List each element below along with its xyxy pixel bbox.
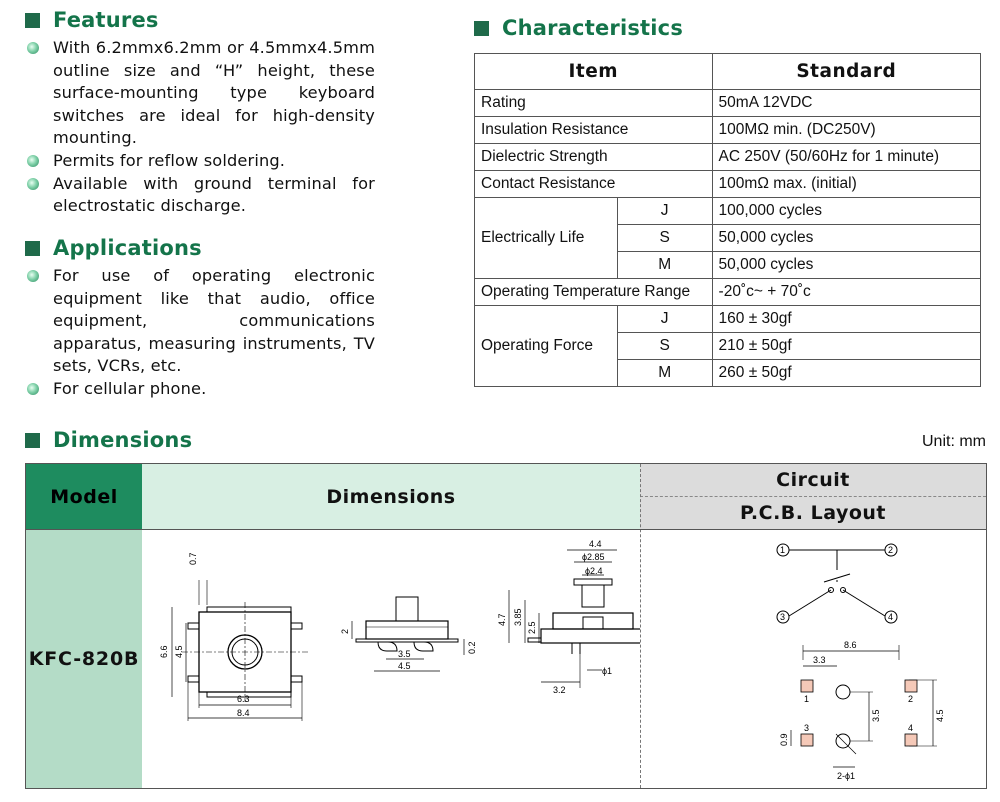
pcb-layout-header: P.C.B. Layout (640, 497, 986, 529)
force-label: Operating Force (475, 306, 618, 387)
dim-label: 2.5 (527, 621, 537, 634)
model-name: KFC-820B (26, 529, 142, 788)
terminal (188, 676, 199, 682)
dim-label: 4.5 (935, 709, 945, 722)
life-value: 50,000 cycles (712, 252, 980, 279)
dimensions-header: Dimensions (142, 464, 640, 529)
heading-square-icon (25, 433, 40, 448)
dim-label: 0.2 (467, 641, 477, 654)
table-row (475, 198, 981, 225)
list-item: For cellular phone. (25, 378, 375, 401)
dim-label: 3.5 (871, 709, 881, 722)
dim-label: 3.5 (398, 649, 411, 659)
pcb-pad (905, 680, 917, 692)
table-row (475, 171, 981, 198)
rating-label: Rating (475, 90, 713, 117)
dim-label: 4.7 (497, 613, 507, 626)
temp-value: -20˚c~ + 70˚c (712, 279, 980, 306)
pad-label: 4 (908, 723, 914, 733)
dim-label: 6.6 (159, 645, 169, 658)
pcb-pad (801, 680, 813, 692)
circuit-pcb-drawings (641, 530, 986, 788)
pad-label: 2 (908, 694, 914, 704)
pcb-pad (905, 734, 917, 746)
actuator-stem (396, 597, 418, 621)
force-value: 210 ± 50gf (712, 333, 980, 360)
model-header: Model (26, 464, 142, 529)
list-item: For use of operating electronic equipment like that audio, office equipment, communications apparatus, measuring instruments, TV sets, VCRs, etc. (25, 265, 375, 378)
circuit-header: Circuit (640, 464, 986, 497)
temp-label: Operating Temperature Range (475, 279, 713, 306)
bullet-icon (27, 155, 39, 167)
bullet-icon (27, 270, 39, 282)
dim-label: ϕ2.4 (585, 566, 603, 576)
dim-label: 6.3 (237, 694, 250, 704)
terminal-label: 3 (780, 612, 786, 622)
applications-heading (25, 236, 202, 260)
dim-label: 3.2 (553, 685, 566, 695)
characteristics-title: Characteristics (502, 16, 684, 40)
rating-value: 50mA 12VDC (712, 90, 980, 117)
terminal (291, 623, 302, 629)
table-row (475, 279, 981, 306)
pcb-hole (836, 685, 850, 699)
table-header-row (475, 54, 981, 90)
features-heading (25, 8, 159, 32)
dim-label: 3.3 (813, 655, 826, 665)
force-type: J (617, 306, 712, 333)
life-type: M (617, 252, 712, 279)
col-standard-header: Standard (712, 54, 980, 90)
bullet-icon (27, 42, 39, 54)
dim-label: 0.9 (779, 733, 789, 746)
heading-square-icon (25, 13, 40, 28)
pad-label: 3 (804, 723, 810, 733)
table-row (475, 144, 981, 171)
table-row (475, 306, 981, 333)
bullet-icon (27, 383, 39, 395)
dim-label: 4.5 (398, 661, 411, 671)
dielectric-label: Dielectric Strength (475, 144, 713, 171)
life-type: J (617, 198, 712, 225)
dimensions-title: Dimensions (53, 428, 193, 452)
heading-square-icon (474, 21, 489, 36)
applications-list (25, 265, 375, 401)
table-row (475, 90, 981, 117)
dim-label: 2-ϕ1 (837, 771, 856, 781)
life-type: S (617, 225, 712, 252)
dimensions-table (25, 463, 987, 789)
dimension-drawings (142, 530, 640, 788)
dim-label: 8.4 (237, 708, 250, 718)
force-type: M (617, 360, 712, 387)
features-list (25, 37, 375, 218)
terminal-label: 2 (888, 545, 894, 555)
life-value: 50,000 cycles (712, 225, 980, 252)
section-body (553, 613, 633, 629)
force-type: S (617, 333, 712, 360)
bullet-icon (27, 178, 39, 190)
heading-square-icon (25, 241, 40, 256)
list-item: Permits for reflow soldering. (25, 150, 375, 173)
force-value: 160 ± 30gf (712, 306, 980, 333)
characteristics-heading (474, 16, 683, 40)
terminal-label: 1 (780, 545, 786, 555)
contact-value: 100mΩ max. (initial) (712, 171, 980, 198)
table-row (475, 117, 981, 144)
force-value: 260 ± 50gf (712, 360, 980, 387)
pad-label: 1 (804, 694, 810, 704)
insulation-value: 100MΩ min. (DC250V) (712, 117, 980, 144)
dielectric-value: AC 250V (50/60Hz for 1 minute) (712, 144, 980, 171)
list-item: With 6.2mmx6.2mm or 4.5mmx4.5mm outline size and “H” height, these surface-mounting type keyboard switches are ideal for high-density mounting. (25, 37, 375, 150)
applications-title: Applications (53, 236, 202, 260)
dim-label: 4.5 (174, 645, 184, 658)
dim-label: ϕ2.85 (582, 552, 605, 562)
life-value: 100,000 cycles (712, 198, 980, 225)
contact-label: Contact Resistance (475, 171, 713, 198)
features-title: Features (53, 8, 159, 32)
dim-label: 2 (340, 628, 350, 634)
insulation-label: Insulation Resistance (475, 117, 713, 144)
side-view-body (366, 621, 448, 639)
pcb-pad (801, 734, 813, 746)
list-item: Available with ground terminal for electrostatic discharge. (25, 173, 375, 218)
col-item-header: Item (475, 54, 713, 90)
terminal (188, 623, 199, 629)
unit-label: Unit: mm (922, 433, 986, 450)
life-label: Electrically Life (475, 198, 618, 279)
characteristics-table (474, 53, 981, 387)
dim-label: 4.4 (589, 539, 602, 549)
dim-label: 0.7 (188, 552, 198, 565)
dim-label: 8.6 (844, 640, 857, 650)
terminal-label: 4 (888, 612, 894, 622)
dim-label: ϕ1 (602, 666, 613, 676)
dimensions-heading (25, 428, 192, 452)
terminal (291, 676, 302, 682)
dim-label: 3.85 (513, 608, 523, 626)
